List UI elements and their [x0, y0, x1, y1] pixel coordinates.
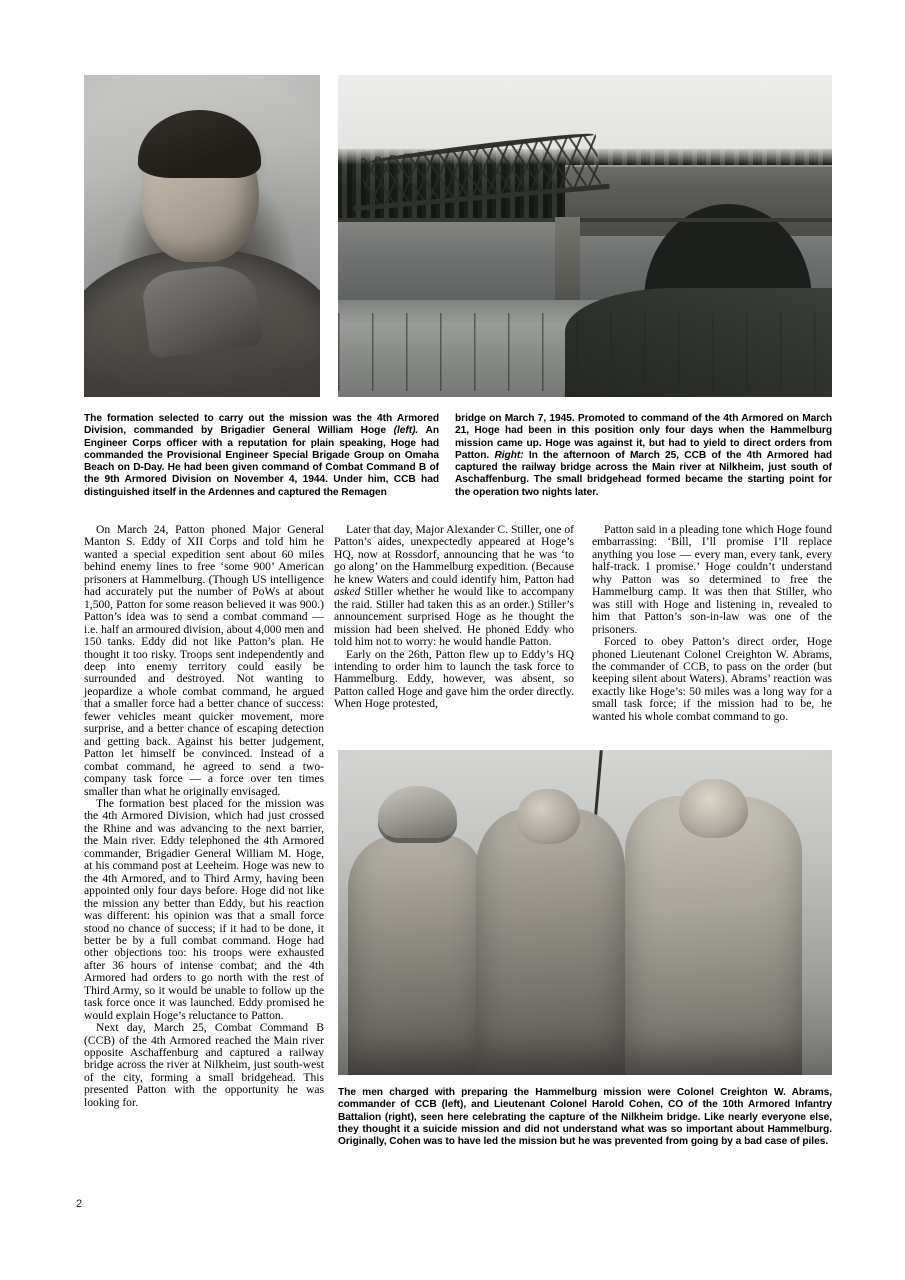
bridge-pier [555, 217, 580, 314]
body-text-a: Later that day, Major Alexander C. Stiller, one of Patton’s aides, unexpectedly appeared at Hoge’s HQ, now at Rossdorf, announcing that he was ‘to go along’ on the Hammelburg expedition. (Because he knew Waters and could identify him, Patton had [334, 524, 574, 586]
photo-nilkheim-railway-bridge [338, 75, 832, 397]
body-paragraph: Early on the 26th, Patton flew up to Eddy’s HQ intending to order him to launch the task force to Hammelburg. Eddy, however, was absent, so Patton called Hoge and gave him the order directly. When Hoge protested, [334, 647, 574, 711]
body-paragraph: Forced to obey Patton’s direct order, Hoge phoned Lieutenant Colonel Creighton W. Abrams, the commander of CCB, to pass on the order (but keeping silent about Waters). Abrams’ reaction was exactly like Hoge’s: 50 miles was a long way for a small task force; if the mission had to be, he wanted his whole combat command to go. [592, 635, 832, 723]
body-paragraph [334, 524, 574, 649]
group-photo-vignette [338, 750, 832, 1075]
bridge-deck [338, 218, 832, 222]
caption-top-left-part1: The formation selected to carry out the mission was the 4th Armored Division, commanded by Brigadier General William Hoge [84, 413, 439, 437]
body-column-2 [334, 524, 574, 742]
body-text-italic: asked [334, 585, 361, 599]
caption-top-right-part1: bridge on March 7, 1945. Promoted to command of the 4th Armored on March 21, Hoge had been in this position only four days when the Hammelburg mission came up. Hoge was against it, but had to yield to direct orders from Patton. [455, 413, 832, 461]
caption-top-left-italic: (left). [393, 425, 419, 437]
body-paragraph: Next day, March 25, Combat Command B (CCB) of the 4th Armored reached the Main river opposite Aschaffenburg and captured a railway bridge across the river at Nilkheim, just south-west of the city, forming a small bridgehead. This presented Patton with the opportunity he was looking for. [84, 1021, 324, 1109]
photo-abrams-and-cohen [338, 750, 832, 1075]
portrait-vignette [84, 75, 320, 397]
body-column-3 [592, 524, 832, 742]
body-paragraph: Patton said in a pleading tone which Hoge found embarrassing: ‘Bill, I’ll promise I’ll replace anything you lose — every man, every tank, every half-track. I promise.’ Hoge couldn’t understand why Patton was so determined to free the Hammelburg camp. It was then that Stiller, who was still with Hoge and listening in, revealed to him that Patton’s son-in-law was one of the prisoners. [592, 524, 832, 636]
photo-hoge-portrait [84, 75, 320, 397]
caption-top-right [455, 413, 832, 499]
caption-top-right-part2: In the afternoon of March 25, CCB of the 4th Armored had captured the railway bridge across the Main river at Nilkheim, just south of Aschaffenburg. The small bridgehead formed became the starting point for the operation two nights later. [455, 449, 832, 498]
caption-top-right-italic: Right: [494, 449, 524, 461]
bridge-steel-truss [353, 130, 610, 220]
body-text-b: Stiller whether he would like to accompany the raid. Stiller had taken this as an order.) Stiller’s announcement surprised Hoge as he thought the mission had been shelved. He phoned Eddy who told him not to worry: he would handle Patton. [334, 585, 574, 649]
caption-top-left [84, 413, 439, 499]
body-paragraph: On March 24, Patton phoned Major General Manton S. Eddy of XII Corps and told him he wanted a special expedition sent about 60 miles behind enemy lines to free ‘some 900’ American prisoners at Hammelburg. (Though US intelligence had accurately put the number of PoWs at about 1,500, Patton for some reason believed it was 900.) Patton’s idea was to send a combat command — i.e. half an armoured division, about 4,000 men and 150 tanks. Eddy did not like Patton’s plan. He thought it too risky. Troops sent independently and deep into enemy territory could easily be surrounded and destroyed. Not wanting to jeopardize a whole combat command, he argued that a smaller force had a better chance of success: fewer vehicles meant quicker movement, more surprise, and a better chance of escaping detection and getting back. Against his better judgement, Patton let himself be convinced. Instead of a combat command, he agreed to send a two-company task force — a force over ten times smaller than what he originally envisaged. [84, 523, 324, 798]
caption-bottom: The men charged with preparing the Hammelburg mission were Colonel Creighton W. Abrams, commander of CCB (left), and Lieutenant Colonel Harold Cohen, CO of the 10th Armored Infantry Battalion (right), seen here celebrating the capture of the Nilkheim bridge. Like nearly everyone else, they thought it a suicide mission and did not understand what was so important about Hammelburg. Originally, Cohen was to have led the mission but he was prevented from going by a bad case of piles. [338, 1087, 832, 1148]
bridge-fence [338, 313, 832, 390]
body-paragraph: The formation best placed for the mission was the 4th Armored Division, which had just crossed the Rhine and was advancing to the next barrier, the Main river. Eddy telephoned the 4th Armored commander, Brigadier General William M. Hoge, at his command post at Leeheim. Hoge was new to the 4th Armored, and to Third Army, having been appointed only four days before. Hoge did not like the mission any better than Eddy, but his reaction was different: his opinion was that a small force stood no chance of success; if it had to be done, it better be by a full combat command. Hoge had other objections too: his troops were exhausted after 36 hours of intense combat; and the 4th Armored had orders to go north with the rest of Third Army, so it would be unable to follow up the task force once it was launched. Eddy promised he would explain Hoge’s reluctance to Patton. [84, 796, 324, 1022]
body-column-1 [84, 524, 324, 1109]
page-number: 2 [76, 1198, 83, 1210]
caption-top-left-part2: An Engineer Corps officer with a reputation for plain speaking, Hoge had commanded the Provisional Engineer Special Brigade Group on Omaha Beach on D-Day. He had been given command of Combat Command B of the 9th Armored Division on November 4, 1944. Under him, CCB had distinguished itself in the Ardennes and captured the Remagen [84, 425, 439, 498]
